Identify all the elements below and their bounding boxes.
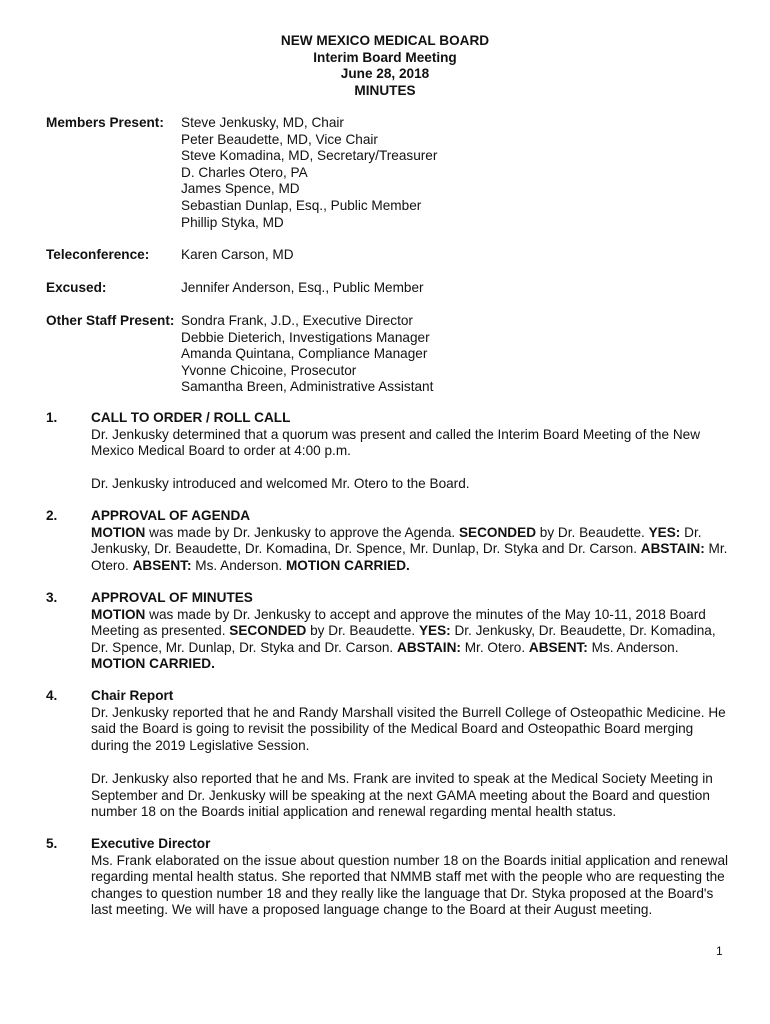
other-staff-list (181, 313, 741, 396)
excused-label: Excused: (46, 280, 107, 295)
item-title: Chair Report (91, 688, 174, 703)
page-number: 1 (716, 944, 723, 958)
item-paragraph: Dr. Jenkusky also reported that he and Ms. Frank are invited to speak at the Medical Society Meeting in September and Dr. Jenkusky will be speaking at the next GAMA meeting about the Board and question number 18 on the Boards initial application and renewal regarding mental health status. (91, 770, 713, 820)
motion-paragraph: MOTION was made by Dr. Jenkusky to approve the Agenda. SECONDED by Dr. Beaudette. YES: Dr. Jenkusky, Dr. Beaudette, Dr. Komadina, Dr. Spence, Mr. Dunlap, Dr. Styka and Dr. Carson. ABSTAIN: Mr. Otero. ABSENT: Ms. Anderson. MOTION CARRIED. (91, 524, 728, 573)
staff-name: Debbie Dieterich, Investigations Manager (181, 329, 430, 345)
item-number: 2. (46, 508, 58, 523)
item-paragraph: Dr. Jenkusky reported that he and Randy Marshall visited the Burrell College of Osteopathic Medicine. He said the Board is going to revisit the possibility of the Medical Board and Osteopathic Board merging during the 2019 Legislative Session. (91, 704, 726, 753)
staff-name: Yvonne Chicoine, Prosecutor (181, 362, 357, 378)
motion-keyword: MOTION (91, 524, 146, 540)
teleconference-name: Karen Carson, MD (181, 247, 294, 262)
member-name: D. Charles Otero, PA (181, 164, 308, 180)
org-title: NEW MEXICO MEDICAL BOARD (280, 33, 490, 48)
member-name: Sebastian Dunlap, Esq., Public Member (181, 197, 422, 213)
teleconference-label: Teleconference: (46, 247, 150, 262)
meeting-title: Interim Board Meeting (313, 49, 457, 65)
staff-name: Sondra Frank, J.D., Executive Director (181, 313, 413, 328)
member-name: Steve Komadina, MD, Secretary/Treasurer (181, 148, 438, 164)
item-title: Executive Director (91, 836, 211, 851)
document-header (0, 33, 770, 99)
staff-name: Samantha Breen, Administrative Assistant (181, 379, 434, 395)
item-title: APPROVAL OF MINUTES (91, 590, 253, 605)
yes-keyword: YES: (418, 623, 451, 639)
staff-name: Amanda Quintana, Compliance Manager (181, 346, 428, 362)
motion-carried: MOTION CARRIED. (91, 656, 215, 672)
abstain-keyword: ABSTAIN: (640, 541, 705, 557)
item-number: 1. (46, 410, 58, 425)
meeting-date: June 28, 2018 (340, 66, 430, 82)
members-present-list (181, 115, 741, 231)
member-name: Steve Jenkusky, MD, Chair (181, 115, 344, 130)
item-number: 5. (46, 836, 58, 851)
seconded-keyword: SECONDED (229, 623, 307, 639)
motion-keyword: MOTION (91, 606, 146, 622)
abstain-keyword: ABSTAIN: (397, 639, 461, 655)
item-title: CALL TO ORDER / ROLL CALL (91, 410, 291, 425)
item-paragraph: Ms. Frank elaborated on the issue about question number 18 on the Boards initial application and renewal regarding mental health status. She reported that NMMB staff met with the people who are requesting the changes to question number 18 and they really like the language that Dr. Styka proposed at the Board's last meeting. We will have a proposed language change to the Board at their August meeting. (91, 852, 729, 918)
item-title: APPROVAL OF AGENDA (91, 508, 251, 523)
item-number: 4. (46, 688, 58, 703)
member-name: Peter Beaudette, MD, Vice Chair (181, 131, 378, 147)
absent-keyword: ABSENT: (132, 557, 192, 573)
absent-keyword: ABSENT: (528, 639, 588, 655)
members-present-label: Members Present: (46, 115, 164, 130)
motion-carried: MOTION CARRIED. (285, 557, 410, 573)
member-name: Phillip Styka, MD (181, 214, 284, 230)
other-staff-label: Other Staff Present: (46, 313, 175, 328)
item-number: 3. (46, 590, 58, 605)
seconded-keyword: SECONDED (458, 524, 537, 540)
item-paragraph: Dr. Jenkusky determined that a quorum was present and called the Interim Board Meeting of the New Mexico Medical Board to order at 4:00 p.m. (91, 426, 701, 459)
document-type: MINUTES (354, 82, 416, 98)
member-name: James Spence, MD (181, 181, 300, 197)
item-paragraph: Dr. Jenkusky introduced and welcomed Mr. Otero to the Board. (91, 476, 470, 492)
motion-paragraph: MOTION was made by Dr. Jenkusky to accept and approve the minutes of the May 10-11, 2018 Board Meeting as presented. SECONDED by Dr. Beaudette. YES: Dr. Jenkusky, Dr. Beaudette, Dr. Komadina, Dr. Spence, Mr. Dunlap, Dr. Styka and Dr. Carson. ABSTAIN: Mr. Otero. ABSENT: Ms. Anderson. MOTION CARRIED. (91, 606, 716, 672)
yes-keyword: YES: (648, 524, 681, 540)
excused-name: Jennifer Anderson, Esq., Public Member (181, 280, 424, 295)
